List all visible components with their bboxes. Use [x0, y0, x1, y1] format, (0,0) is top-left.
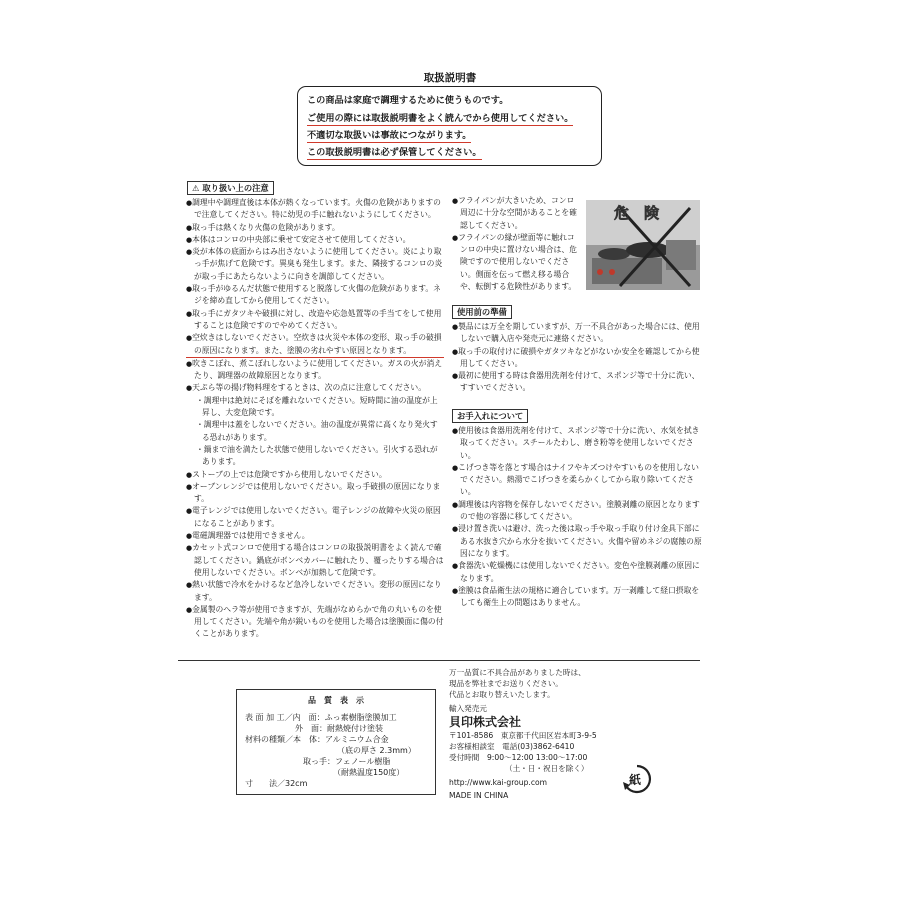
notice-line-1: この商品は家庭で調理するために使うものです。 [307, 95, 509, 106]
list-item: ● 取っ手は熱くなり火傷の危険があります。 [186, 222, 444, 234]
list-item: ● 炎が本体の底面からはみ出さないように使用してください。炎により取っ手が焦げて危険です。異臭も発生します。また、隣接するコンロの炎が取っ手にあたらないように向きを調節してください。 [186, 246, 444, 283]
quality-row: 取っ手：フェノール樹脂 [303, 757, 391, 766]
list-item: ● 調理後は内容物を保存しないでください。塗膜剥離の原因となりますので他の容器に移してください。 [452, 499, 706, 524]
before-use-list [452, 321, 706, 395]
care-heading: お手入れについて [452, 409, 528, 423]
company-phone: お客様相談室 電話(03)3862-6410 [449, 742, 575, 751]
list-item-no-empty-heating: ● 空炊きはしないでください。空炊きは火災や本体の変形、取っ手の破損の原因になります。また、塗膜の劣れやすい原因となります。 [186, 332, 444, 358]
reception-hours: 受付時間 9:00～12:00 13:00～17:00 [449, 753, 588, 762]
cautions-list [186, 197, 444, 641]
warning-icon: ⚠ [192, 183, 200, 193]
list-item: ● 浸け置き洗いは避け、洗った後は取っ手や取っ手取り付け金具下部にある水抜き穴から水分を抜いてください。火傷や留めネジの腐蝕の原因になります。 [452, 523, 706, 560]
notice-box [297, 86, 602, 166]
sub-item: ・ 調理中は絶対にそばを離れないでください。短時間に油の温度が上昇し、大変危険です。 [186, 395, 444, 420]
quality-row: 表 面 加 工／内 面：ふっ素樹脂塗膜加工 [245, 713, 397, 722]
danger-label: 危 険 [614, 204, 660, 222]
notice-line-2: ご使用の際には取扱説明書をよく読んでから使用してください。 [307, 113, 574, 124]
reception-hours-note: （土・日・祝日を除く） [505, 764, 589, 773]
list-item: ● 電子レンジでは使用しないでください。電子レンジの故障や火災の原因になることがあります。 [186, 505, 444, 530]
notice-line-3: 不適切な取扱いは事故につながります。 [307, 130, 472, 141]
notice-line-4: この取扱説明書は必ず保管してください。 [307, 147, 482, 158]
list-item: ● オーブンレンジでは使用しないでください。取っ手破損の原因になります。 [186, 481, 444, 506]
quality-label-box [236, 689, 436, 795]
list-item: ● 熱い状態で冷水をかけるなど急冷しないでください。変形の原因になります。 [186, 579, 444, 604]
document-title: 取扱説明書 [423, 72, 477, 84]
company-name: 貝印株式会社 [449, 715, 522, 729]
list-item: ● 調理中や調理直後は本体が熱くなっています。火傷の危険がありますので注意してください。特に幼児の手に触れないようにしてください。 [186, 197, 444, 222]
replacement-notice-3: 代品とお取り替えいたします。 [449, 690, 555, 699]
list-item: ● 天ぷら等の揚げ物料理をするときは、次の点に注意してください。 [186, 382, 444, 394]
paper-mark-label: 紙 [629, 773, 642, 787]
quality-row: 外 面：耐熱焼付け塗装 [295, 724, 383, 733]
list-item: ● フライパンの縁が壁面等に触れコンロの中央に置けない場合は、危険ですので使用しないでください。側面を伝って燃え移る場合や、転倒する危険性があります。 [452, 232, 582, 293]
before-use-heading: 使用前の準備 [452, 305, 512, 319]
maker-info [449, 667, 709, 801]
list-item: ● 金属製のヘラ等が使用できますが、先端がなめらかで角の丸いものを使用してください。先端や角が鋭いものを使用した場合は塗膜面に傷の付くことがあります。 [186, 604, 444, 641]
quality-title: 品 質 表 示 [308, 696, 364, 705]
list-item: ● フライパンが大きいため、コンロ周辺に十分な空間があることを確認してください。 [452, 195, 582, 232]
list-item: ● こげつき等を落とす場合はナイフやキズつけやすいものを使用しないでください。熱湯でこげつきを柔らかくしてから取り除いてください。 [452, 462, 706, 499]
care-list [452, 425, 706, 609]
list-item: ● 最初に使用する時は食器用洗剤を付けて、スポンジ等で十分に洗い、すすいでください。 [452, 370, 706, 395]
country-of-origin: MADE IN CHINA [449, 791, 509, 800]
importer-label: 輸入発売元 [449, 704, 487, 713]
replacement-notice-2: 現品を弊社までお送りください。 [449, 679, 563, 688]
quality-row: （耐熱温度150度） [333, 768, 405, 777]
replacement-notice-1: 万一品質に不具合品がありました時は、 [449, 668, 586, 677]
danger-illustration [586, 200, 700, 290]
list-item: ● 電磁調理器では使用できません。 [186, 530, 444, 542]
list-item: ● カセット式コンロで使用する場合はコンロの取扱説明書をよく読んで確認してください。鍋底がボンベカバーに触れたり、覆ったりする場合は使用しないでください。ボンベが加熱して危険です。 [186, 542, 444, 579]
list-item: ● 吹きこぼれ、煮こぼれしないように使用してください。ガスの火が消えたり、調理器の故障原因となります。 [186, 358, 444, 383]
quality-row: 寸 法／32cm [245, 779, 308, 788]
paper-recycle-icon [622, 764, 652, 794]
website-url[interactable]: http://www.kai-group.com [449, 778, 548, 787]
list-item: ● 取っ手の取付けに破損やガタツキなどがないか安全を確認してから使用してください。 [452, 346, 706, 371]
section-divider [178, 660, 700, 661]
list-item: ● 本体はコンロの中央部に乗せて安定させて使用してください。 [186, 234, 444, 246]
list-item: ● 製品には万全を期していますが、万一不具合があった場合には、使用しないで購入店や発売元に連絡ください。 [452, 321, 706, 346]
list-item: ● 食器洗い乾燥機には使用しないでください。変色や塗膜剥離の原因になります。 [452, 560, 706, 585]
sub-item: ・ 鍋まで油を満たした状態で使用しないでください。引火する恐れがあります。 [186, 444, 444, 469]
list-item: ● 塗膜は食品衛生法の規格に適合しています。万一剥離して経口摂取をしても衛生上の問題はありません。 [452, 585, 706, 610]
list-item: ● ストーブの上では危険ですから使用しないでください。 [186, 469, 444, 481]
sub-item: ・ 調理中は蓋をしないでください。油の温度が異常に高くなり発火する恐れがあります。 [186, 419, 444, 444]
list-item: ● 使用後は食器用洗剤を付けて、スポンジ等で十分に洗い、水気を拭き取ってください。スチールたわし、磨き粉等を使用しないでください。 [452, 425, 706, 462]
quality-row: （底の厚さ 2.3mm） [337, 746, 416, 755]
stove-warning [452, 195, 582, 293]
quality-row: 材料の種類／本 体：アルミニウム合金 [245, 735, 389, 744]
company-address: 〒101-8586 東京都千代田区岩本町3-9-5 [449, 731, 597, 740]
list-item: ● 取っ手がゆるんだ状態で使用すると脱落して火傷の危険があります。ネジを締め直してから使用してください。 [186, 283, 444, 308]
cautions-heading: ⚠ 取り扱い上の注意 [187, 181, 274, 195]
list-item: ● 取っ手にガタツキや破損に対し、改造や応急処置等の手当てをして使用することは危険ですのでやめてください。 [186, 308, 444, 333]
